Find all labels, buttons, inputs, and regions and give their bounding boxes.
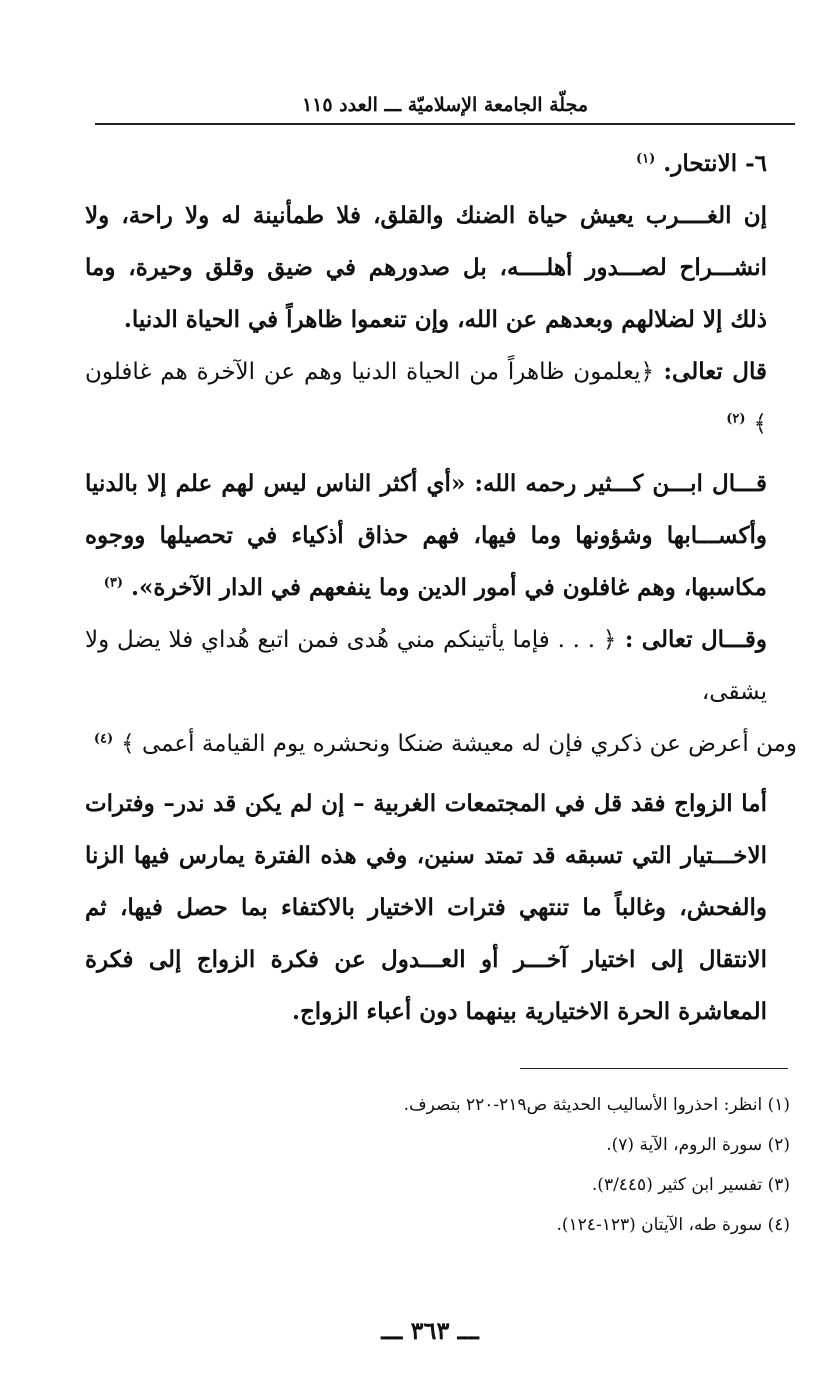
- spacer: [85, 770, 797, 778]
- heading-text: ٦- الانتحار.: [663, 150, 767, 177]
- footnote-4: (٤) سورة طه، الآيتان (١٢٣-١٢٤).: [556, 1215, 790, 1235]
- footnote-ref-2: (٢): [726, 411, 746, 427]
- main-text: [85, 138, 797, 1038]
- paragraph-2: [85, 458, 797, 614]
- verse-2: [85, 614, 797, 718]
- header-divider: [95, 123, 795, 125]
- paragraph-3: أما الزواج فقد قل في المجتمعات الغربية – إن لم يكن قد ندر– وفترات الاخـــتيار التي تسبقه قد تمتد سنين، وفي هذه الفترة يمارس فيها الزنا والفحش، وغالباً ما تنتهي فترات الاختيار بالاكتفاء بما حصل فيها، ثم الانتقال إلى اختيار آخـــر أو العـــدول عن فكرة الزواج إلى فكرة المعاشرة الحرة الاختيارية بينهما دون أعباء الزواج.: [85, 790, 767, 1025]
- verse-1-intro: قال تعالى:: [663, 358, 767, 385]
- running-header: مجلّة الجامعة الإسلاميّة ـــ العدد ١١٥: [301, 94, 589, 116]
- verse-2-intro: وقـــال تعالى :: [624, 626, 767, 653]
- footnote-1: (١) انظر: احذروا الأساليب الحديثة ص٢١٩-٢٢٠ بتصرف.: [403, 1095, 790, 1115]
- section-heading: [85, 138, 797, 190]
- footnote-3: (٣) تفسير ابن كثير (٣/٤٤٥).: [591, 1175, 790, 1195]
- paragraph-2-text: قـــال ابـــن كـــثير رحمه الله: «أي أكثر الناس ليس لهم علم إلا بالدنيا وأكســـابها وشؤونها وما فيها، فهم حذاق أذكياء في تحصيلها ووجوه مكاسبها، وهم غافلون في أمور الدين وما ينفعهم في الدار الآخرة».: [85, 470, 767, 601]
- page-number: ـــ ٣٦٣ ـــ: [381, 1316, 479, 1345]
- verse-1-text: ﴿يعلمون ظاهراً من الحياة الدنيا وهم عن الآخرة هم غافلون ﴾: [85, 359, 767, 437]
- spacer: [85, 450, 797, 458]
- footnote-divider: [520, 1068, 788, 1069]
- footnote-ref-4: (٤): [93, 731, 114, 747]
- verse-1: [85, 346, 797, 450]
- verse-2-line-2: ومن أعرض عن ذكري فإن له معيشة ضنكا ونحشره يوم القيامة أعمى ﴾: [121, 731, 797, 757]
- paragraph-1: إن الغــــرب يعيش حياة الضنك والقلق، فلا طمأنينة له ولا راحة، ولا انشـــراح لصـــدور أهلــــه، بل صدورهم في ضيق وقلق وحيرة، وما ذلك إلا لضلالهم وبعدهم عن الله، وإن تنعموا ظاهراً في الحياة الدنيا.: [85, 202, 767, 333]
- footnote-ref-3: (٣): [103, 575, 124, 591]
- footnote-2: (٢) سورة الروم، الآية (٧).: [606, 1135, 790, 1155]
- footnote-ref-1: (١): [635, 151, 656, 167]
- verse-2-cont: [85, 718, 797, 770]
- footnotes: [120, 1085, 790, 1245]
- verse-2-line-1: ﴿ . . . فإما يأتينكم مني هُدى فمن اتبع هُداي فلا يضل ولا يشقى،: [85, 627, 767, 705]
